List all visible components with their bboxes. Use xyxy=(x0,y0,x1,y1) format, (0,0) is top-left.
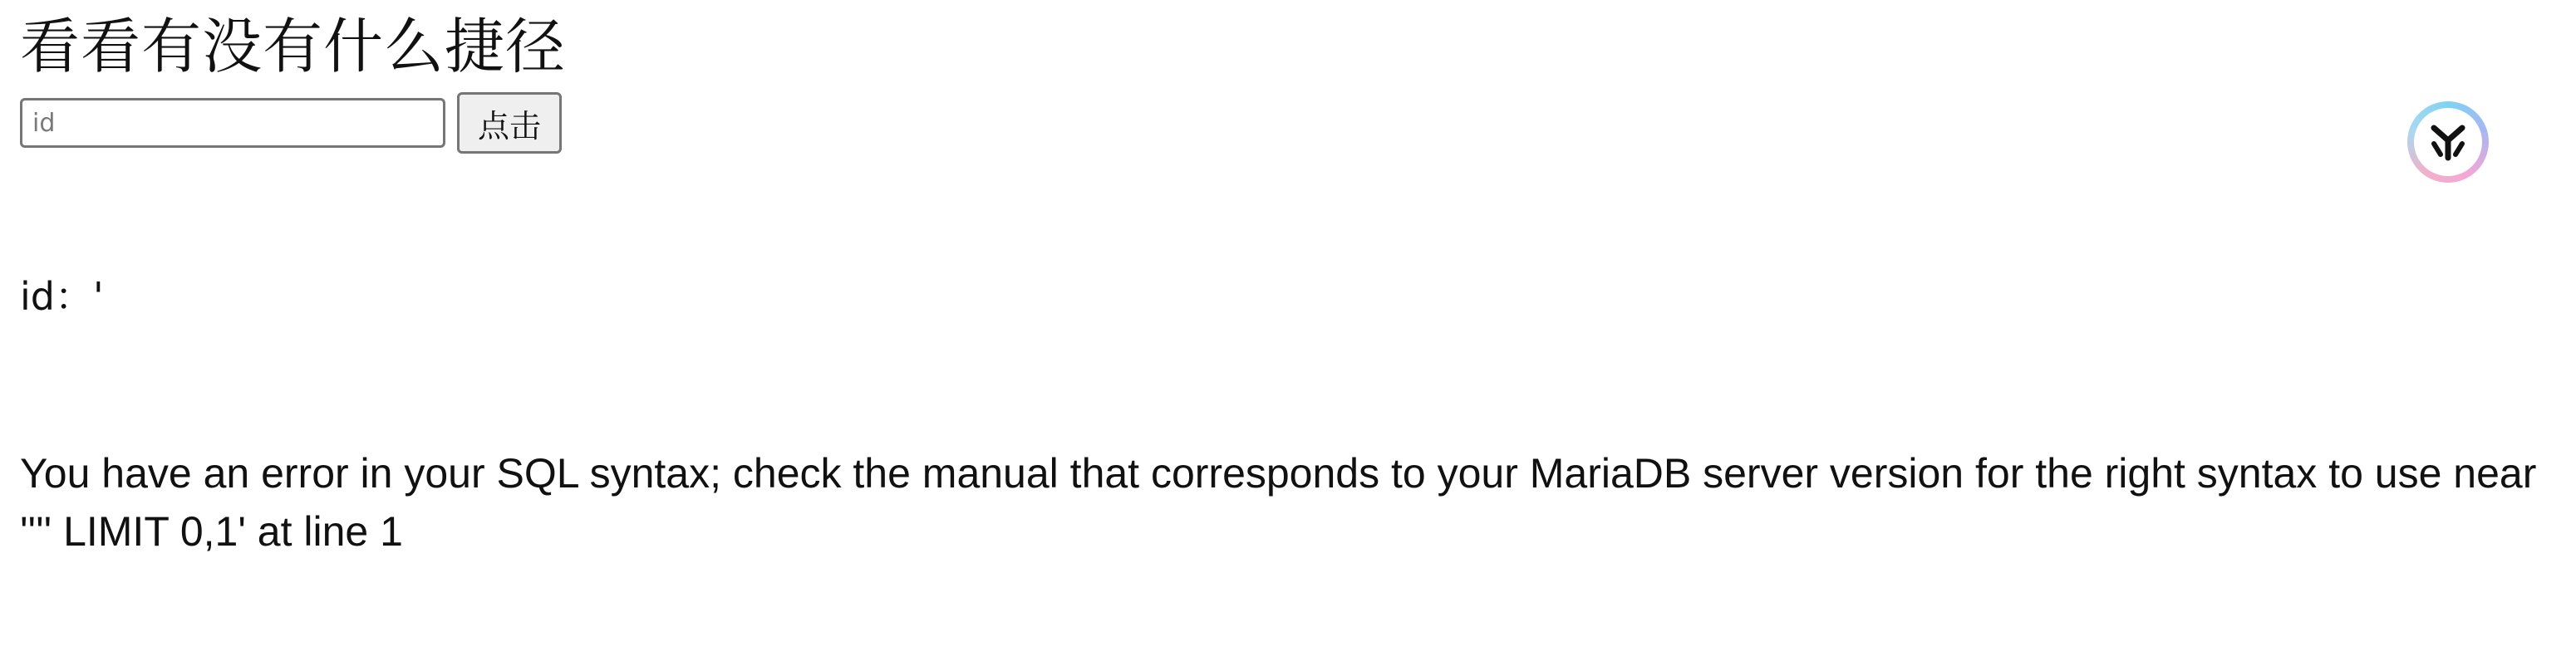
page-content xyxy=(20,0,2546,154)
floating-assistant-button[interactable] xyxy=(2407,101,2489,183)
id-echo xyxy=(20,267,104,326)
page-title: 看看有没有什么捷径 xyxy=(20,12,567,81)
id-value: ' xyxy=(92,274,104,319)
id-label: id： xyxy=(20,274,93,319)
sql-error-message: You have an error in your SQL syntax; check the manual that corresponds to your MariaDB server version for the right syntax to use near '''' LIMIT 0,1' at line 1 xyxy=(20,450,2537,555)
submit-button[interactable]: 点击 xyxy=(457,92,562,154)
id-input[interactable] xyxy=(20,98,445,148)
assistant-logo-icon xyxy=(2424,118,2472,166)
search-form xyxy=(20,91,2546,154)
